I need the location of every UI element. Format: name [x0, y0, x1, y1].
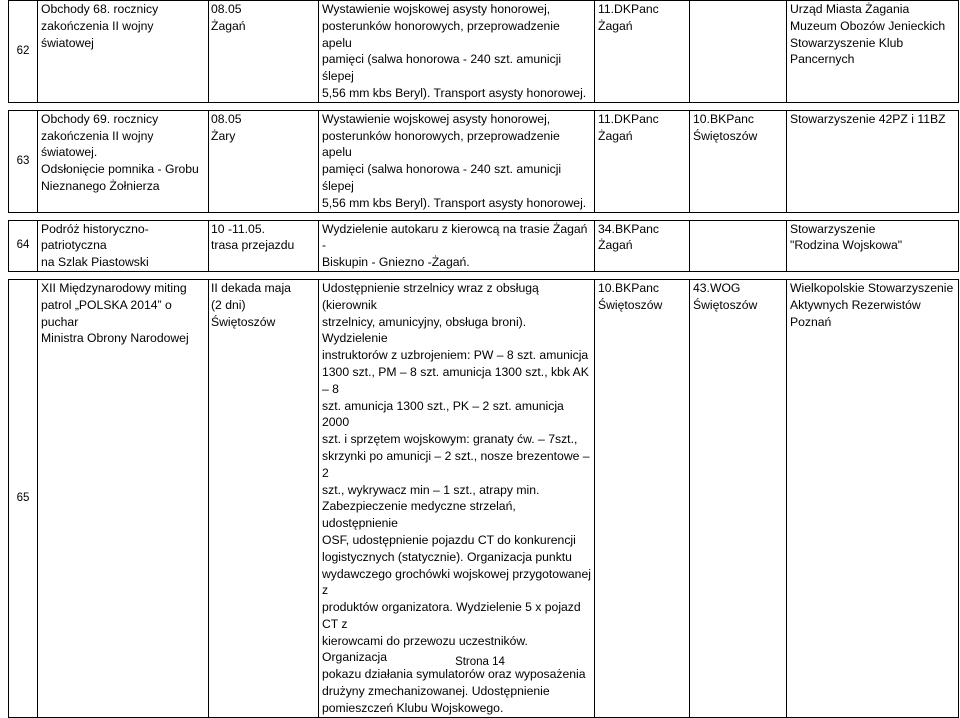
supporting-unit	[690, 220, 787, 271]
supporting-unit: 10.BKPanc Świętoszów	[690, 110, 787, 212]
event-activity: Wystawienie wojskowej asysty honorowej, posterunków honorowych, przeprowadzenie apelu pamięci (salwa honorowa - 240 szt. amunicji ślepej 5,56 mm kbs Beryl). Transport asysty honorowej.	[319, 1, 595, 103]
event-activity: Udostępnienie strzelnicy wraz z obsługą (kierownik strzelnicy, amunicyjny, obsługa broni). Wydzielenie instruktorów z uzbrojeniem: PW – 8 szt. amunicja 1300 szt., PM – 8 szt. amunicja 1300 szt., kbk AK – 8 szt. amunicja 1300 szt., PK – 2 szt. amunicja 2000 szt. i sprzętem wojskowym: granaty ćw. – 7szt., skrzynki po amunicji – 2 szt., nosze brezentowe – 2 szt., wykrywacz min – 1 szt., atrapy min. Zabezpieczenie medyczne strzelań, udostępnienie OSF, udostępnienie pojazdu CT do konkurencji logistycznych (statycznie). Organizacja punktu wydawczego grochówki wojskowej przygotowanej z produktów organizatora. Wydzielenie 5 x pojazd CT z kierowcami do przewozu uczestników. Organizacja pokazu działania symulatorów oraz wyposażenia drużyny zmechanizowanej. Udostępnienie pomieszczeń Klubu Wojskowego.	[319, 279, 595, 717]
event-activity: Wydzielenie autokaru z kierowcą na trasie Żagań - Biskupin - Gniezno -Żagań.	[319, 220, 595, 271]
row-number: 65	[9, 279, 38, 717]
event-name: Obchody 68. rocznicy zakończenia II wojny światowej	[38, 1, 209, 103]
partner-organisation: Wielkopolskie Stowarzyszenie Aktywnych Rezerwistów Poznań	[787, 279, 959, 717]
responsible-unit: 10.BKPanc Świętoszów	[595, 279, 690, 717]
events-table	[8, 0, 959, 718]
row-gap	[9, 102, 959, 110]
table-row	[9, 279, 959, 717]
event-activity: Wystawienie wojskowej asysty honorowej, posterunków honorowych, przeprowadzenie apelu pamięci (salwa honorowa - 240 szt. amunicji ślepej 5,56 mm kbs Beryl). Transport asysty honorowej.	[319, 110, 595, 212]
row-number: 63	[9, 110, 38, 212]
table-row	[9, 110, 959, 212]
responsible-unit: 11.DKPanc Żagań	[595, 1, 690, 103]
table-row	[9, 220, 959, 271]
event-name: XII Międzynarodowy miting patrol „POLSKA 2014” o puchar Ministra Obrony Narodowej	[38, 279, 209, 717]
supporting-unit: 43.WOG Świętoszów	[690, 279, 787, 717]
event-date-place: 08.05 Żagań	[209, 1, 319, 103]
event-name: Obchody 69. rocznicy zakończenia II wojny światowej. Odsłonięcie pomnika - Grobu Nieznanego Żołnierza	[38, 110, 209, 212]
event-date-place: II dekada maja (2 dni) Świętoszów	[209, 279, 319, 717]
responsible-unit: 34.BKPanc Żagań	[595, 220, 690, 271]
partner-organisation: Stowarzyszenie 42PZ i 11BZ	[787, 110, 959, 212]
table-row	[9, 1, 959, 103]
row-number: 64	[9, 220, 38, 271]
supporting-unit	[690, 1, 787, 103]
row-number: 62	[9, 1, 38, 103]
event-name: Podróż historyczno-patriotyczna na Szlak Piastowski	[38, 220, 209, 271]
partner-organisation: Stowarzyszenie "Rodzina Wojskowa"	[787, 220, 959, 271]
event-date-place: 10 -11.05. trasa przejazdu	[209, 220, 319, 271]
row-gap	[9, 271, 959, 279]
page-number-footer: Strona 14	[455, 656, 505, 668]
partner-organisation: Urząd Miasta Żagania Muzeum Obozów Jenieckich Stowarzyszenie Klub Pancernych	[787, 1, 959, 103]
responsible-unit: 11.DKPanc Żagań	[595, 110, 690, 212]
event-date-place: 08.05 Żary	[209, 110, 319, 212]
row-gap	[9, 212, 959, 220]
